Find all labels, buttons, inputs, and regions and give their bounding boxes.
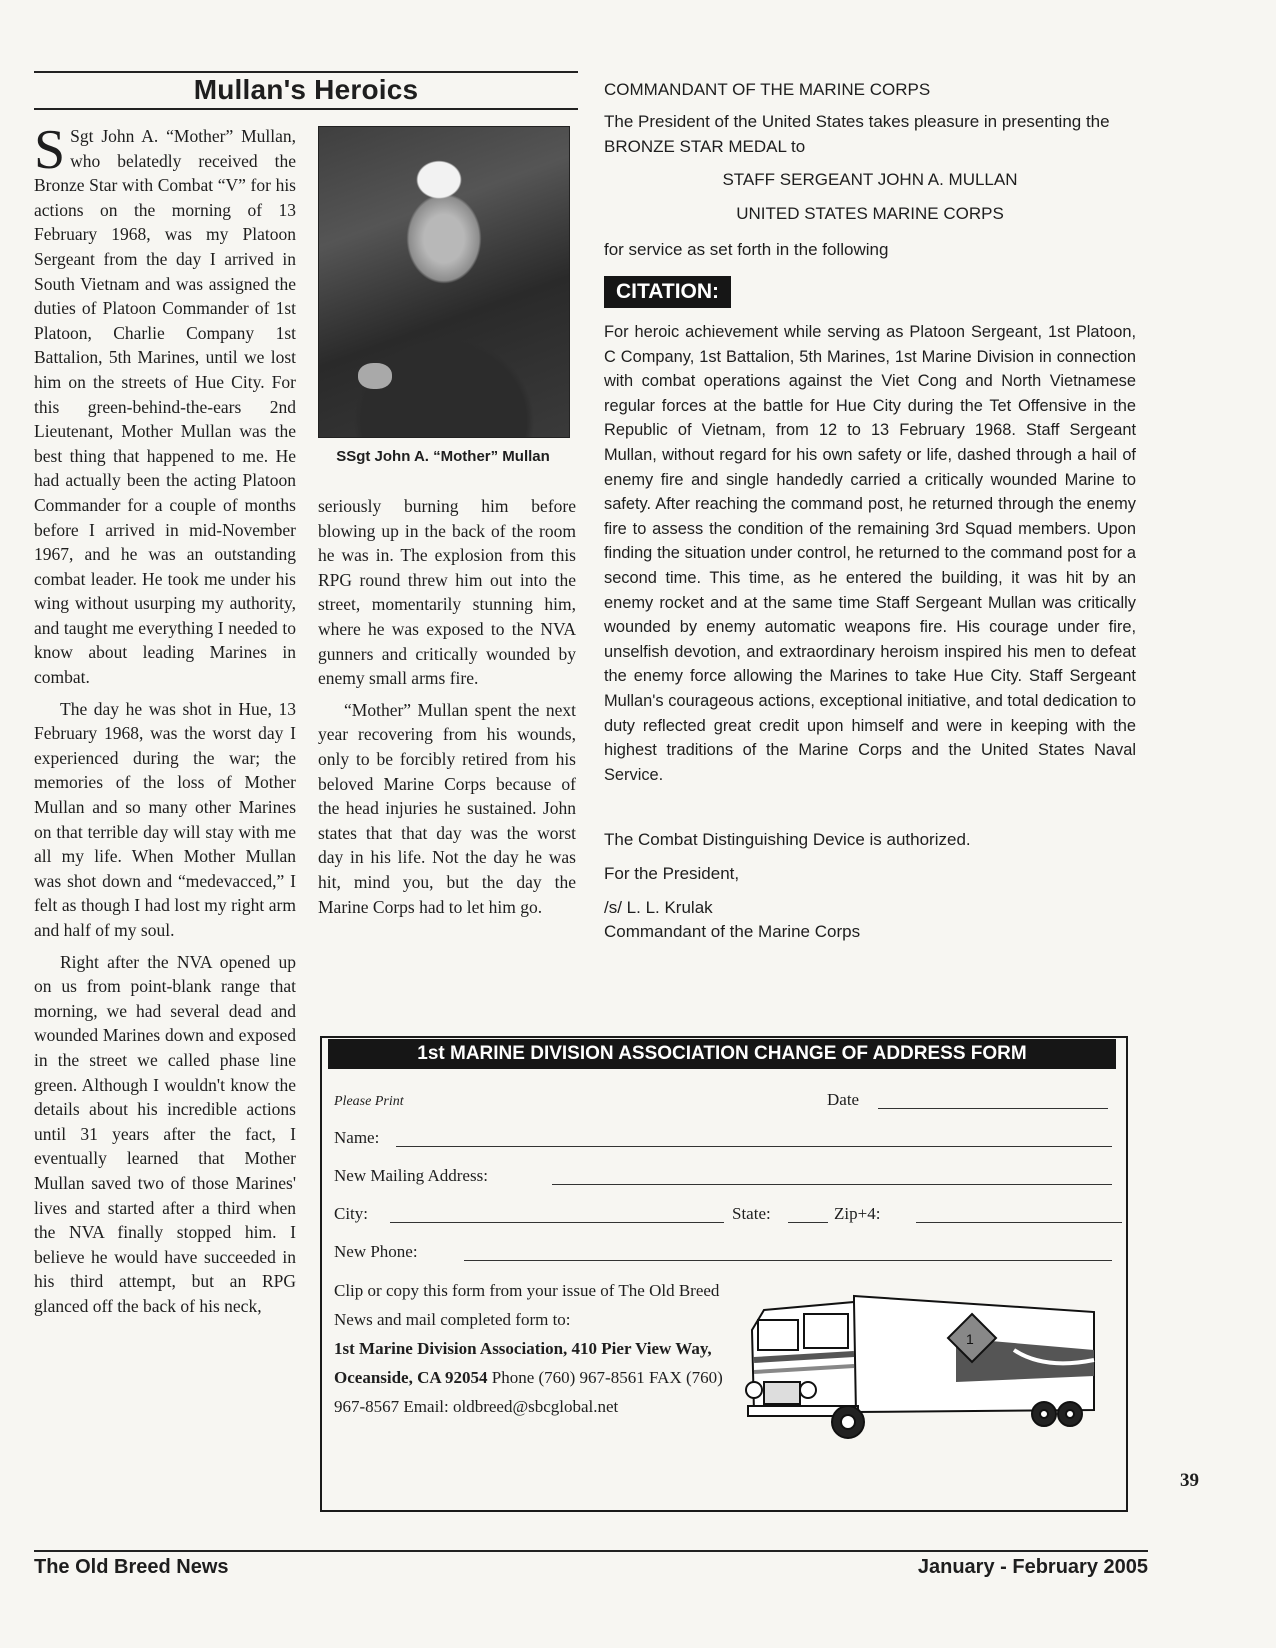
device-line: The Combat Distinguishing Device is authorized.	[604, 830, 971, 849]
award-intro-line-1: The President of the United States takes pleasure in presenting the	[604, 112, 1110, 131]
citation-label: CITATION:	[604, 276, 731, 308]
service-line: for service as set forth in the following	[604, 240, 889, 259]
article-paragraph-1: Sgt John A. “Mother” Mullan, who belatedly received the Bronze Star with Combat “V” for his actions on the morning of 13 February 1968, was my Platoon Sergeant from the day I arrived in South Vietnam and was assigned the duties of Platoon Commander of 1st Platoon, Charlie Company 1st Battalion, 5th Marines, until we lost him on the streets of Hue City. For this green-behind-the-ears 2nd Lieutenant, Mother Mullan was the best thing that happened to me. He had actually been the acting Platoon Commander for a couple of months before I arrived in mid-November 1967, and he was an outstanding combat leader. He took me under his wing without usurping my authority, and taught me everything I needed to know about leading Marines in combat.	[34, 126, 296, 688]
phone-label: New Phone:	[334, 1242, 418, 1261]
state-label: State:	[732, 1204, 771, 1223]
article-column-2	[318, 494, 576, 926]
city-label: City:	[334, 1204, 369, 1223]
article-column-1	[34, 119, 296, 1326]
recipient-name: STAFF SERGEANT JOHN A. MULLAN	[722, 170, 1018, 189]
award-heading: COMMANDANT OF THE MARINE CORPS	[604, 80, 931, 99]
name-field[interactable]	[396, 1146, 1112, 1147]
truck-illustration	[744, 1290, 1104, 1450]
contact-info: Phone (760) 967-8561 FAX (760) 967-8567 Email: oldbreed@sbcglobal.net	[334, 1368, 723, 1416]
for-president-line: For the President,	[604, 864, 740, 883]
article-paragraph-3: Right after the NVA opened up on us from point-blank range that morning, we had several dead and wounded Marines down and exposed in the street we called phase line green. Although I wouldn't know the details about his incredible actions until 31 years after the fact, I eventually learned that Mother Mullan saved two of those Marines' lives and started after a third when the NVA finally stopped him. I believe he would have succeeded in his third attempt, but an RPG glanced off the back of his neck,	[34, 951, 296, 1316]
photo-caption: SSgt John A. “Mother” Mullan	[336, 448, 550, 465]
page-number: 39	[1180, 1470, 1199, 1491]
portrait-photo-hand	[358, 363, 392, 389]
award-intro-line-2: BRONZE STAR MEDAL to	[604, 137, 806, 156]
article-title: Mullan's Heroics	[193, 74, 419, 105]
mailing-instructions	[334, 1276, 724, 1421]
association-address: 1st Marine Division Association, 410 Pier View Way, Oceanside, CA 92054	[334, 1339, 712, 1387]
issue-date: January - February 2005	[917, 1556, 1148, 1578]
zip-field[interactable]	[916, 1222, 1122, 1223]
article-paragraph-4: seriously burning him before blowing up in the back of the room he was in. The explosion from this RPG round threw him out into the street, momentarily stunning him, where he was exposed to the NVA gunners and critically wounded by enemy small arms fire.	[318, 496, 576, 689]
title-rule-top	[34, 71, 578, 73]
title-rule-bottom	[34, 108, 578, 110]
portrait-photo	[318, 126, 570, 438]
signature-line: /s/ L. L. Krulak	[604, 898, 713, 917]
date-label: Date	[827, 1090, 860, 1109]
city-field[interactable]	[390, 1222, 724, 1223]
recipient-unit: UNITED STATES MARINE CORPS	[736, 204, 1004, 223]
name-label: Name:	[334, 1128, 380, 1147]
zip-label: Zip+4:	[834, 1204, 881, 1223]
footer-rule	[34, 1550, 1148, 1552]
form-header: 1st MARINE DIVISION ASSOCIATION CHANGE OF ADDRESS FORM	[328, 1039, 1116, 1069]
publication-name: The Old Breed News	[34, 1556, 229, 1578]
instructions-text: Clip or copy this form from your issue of The Old Breed News and mail completed form to:	[334, 1281, 720, 1329]
citation-text: For heroic achievement while serving as Platoon Sergeant, 1st Platoon, C Company, 1st Battalion, 5th Marines, 1st Marine Division in connection with combat operations against the Viet Cong and North Vietnamese regular forces at the battle for Hue City during the Tet Offensive in the Republic of Vietnam, from 12 to 13 February 1968. Staff Sergeant Mullan, without regard for his own safety or life, dashed through a hail of enemy fire and single handedly carried a critically wounded Marine to safety. After reaching the command post, he returned through the enemy fire to assess the condition of the remaining 3rd Squad members. Upon finding the situation under control, he returned to the command post for a second time. This time, as he entered the building, it was hit by an enemy rocket and at the same time Staff Sergeant Mullan was critically wounded by enemy automatic weapons fire. His courage under fire, unselfish devotion, and extraordinary heroism inspired his men to defeat the enemy force allowing the Marines to take Hue City. Staff Sergeant Mullan's courageous actions, exceptional initiative, and total dedication to duty reflected great credit upon himself and were in keeping with the highest traditions of the Marine Corps and the United States Naval Service.	[604, 323, 1136, 784]
please-print-label: Please Print	[334, 1094, 404, 1109]
phone-field[interactable]	[464, 1260, 1112, 1261]
state-field[interactable]	[788, 1222, 828, 1223]
address-field[interactable]	[552, 1184, 1112, 1185]
article-paragraph-5: “Mother” Mullan spent the next year recovering from his wounds, only to be forcibly retired from his beloved Marine Corps because of the head injuries he sustained. John states that that day was the worst day in his life. Not the day he was hit, mind you, but the day the Marine Corps had to let him go.	[318, 699, 576, 917]
article-paragraph-2: The day he was shot in Hue, 13 February 1968, was the worst day I experienced during the war; the memories of the loss of Mother Mullan and so many other Marines on that terrible day will stay with me all my life. When Mother Mullan was shot down and “medevacced,” I felt as though I had lost my right arm and half of my soul.	[34, 698, 296, 940]
svg-text:1: 1	[966, 1331, 974, 1347]
address-label: New Mailing Address:	[334, 1166, 488, 1185]
date-field[interactable]	[878, 1108, 1108, 1109]
drop-cap: S	[34, 119, 66, 181]
signer-title: Commandant of the Marine Corps	[604, 922, 861, 941]
